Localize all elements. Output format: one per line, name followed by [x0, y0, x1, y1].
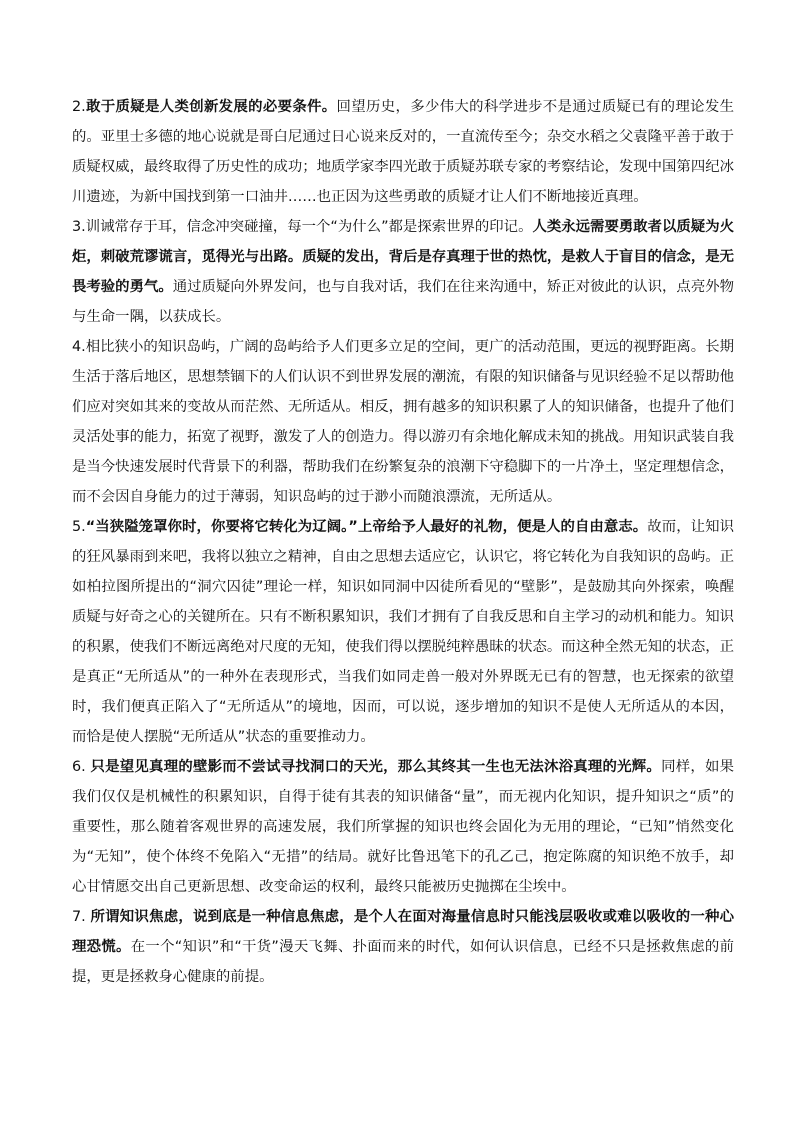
- body-text: 通过质疑向外界发问，也与自我对话，我们在往来沟通中，矫正对彼此的认识，点亮外物与生命一隅，以获成长。: [72, 279, 734, 325]
- document-page: [72, 92, 734, 992]
- body-text: 在一个“知识”和“干货”漫天飞舞、扑面而来的时代，如何认识信息，已经不只是拯救焦虑的前提，更是拯救身心健康的前提。: [72, 939, 734, 985]
- body-text: 回望历史，多少伟大的科学进步不是通过质疑已有的理论发生的。亚里士多德的地心说就是哥白尼通过日心说来反对的，一直流传至今；杂交水稻之父袁隆平善于敢于质疑权威，最终取得了历史性的成功；地质学家李四光敢于质疑苏联专家的考察结论，发现中国第四纪冰川遗迹，为新中国找到第一口油井……也正因为这些勇敢的质疑才让人们不断地接近真理。: [72, 99, 734, 205]
- body-text: 3.训诫常存于耳，信念冲突碰撞，每一个“为什么”都是探索世界的印记。: [72, 219, 533, 235]
- bold-thesis: 人类永远需要勇敢者以质疑为火炬，刺破荒谬谎言，觅得光与出路。质疑的发出，背后是存真理于世的热忱，是救人于盲目的信念，是无畏考验的勇气。: [72, 219, 734, 295]
- bold-thesis: “当狭隘笼罩你时，你要将它转化为辽阔。”上帝给予人最好的礼物，便是人的自由意志。: [85, 519, 648, 535]
- body-text: 4.相比狭小的知识岛屿，广阔的岛屿给予人们更多立足的空间，更广的活动范围，更远的视野距离。长期生活于落后地区，思想禁锢下的人们认识不到世界发展的潮流，有限的知识储备与见识经验不足以帮助他们应对突如其来的变故从而茫然、无所适从。相反，拥有越多的知识积累了人的知识储备，也提升了他们灵活处事的能力，拓宽了视野，激发了人的创造力。得以游刃有余地化解成未知的挑战。用知识武装自我是当今快速发展时代背景下的利器，帮助我们在纷繁复杂的浪潮下守稳脚下的一片净土，坚定理想信念，而不会因自身能力的过于薄弱，知识岛屿的过于渺小而随浪漂流，无所适从。: [72, 339, 734, 505]
- paragraph-6: [72, 752, 734, 902]
- bold-thesis: 只是望见真理的壁影而不尝试寻找洞口的天光，那么其终其一生也无法沐浴真理的光辉。: [90, 759, 662, 775]
- paragraph-3: [72, 212, 734, 332]
- body-text: 故而，让知识的狂风暴雨到来吧，我将以独立之精神，自由之思想去适应它，认识它，将它转化为自我知识的岛屿。正如柏拉图所提出的“洞穴囚徒”理论一样，知识如同洞中囚徒所看见的“壁影”，是鼓励其向外探索，唤醒质疑与好奇之心的关键所在。只有不断积累知识，我们才拥有了自我反思和自主学习的动机和能力。知识的积累，使我们不断远离绝对尺度的无知，使我们得以摆脱纯粹愚昧的状态。而这种全然无知的状态，正是真正“无所适从”的一种外在表现形式，当我们如同走兽一般对外界既无已有的智慧，也无探索的欲望时，我们便真正陷入了“无所适从”的境地，因而，可以说，逐步增加的知识不是使人无所适从的本因，而恰是使人摆脱“无所适从”状态的重要推动力。: [72, 519, 734, 745]
- bold-thesis: 敢于质疑是人类创新发展的必要条件。: [85, 99, 337, 115]
- paragraph-4: [72, 332, 734, 512]
- paragraph-number: 6.: [72, 759, 91, 775]
- body-text: 同样，如果我们仅仅是机械性的积累知识，自得于徒有其表的知识储备“量”，而无视内化知识，提升知识之“质”的重要性，那么随着客观世界的高速发展，我们所掌握的知识也终会固化为无用的理论，“已知”悄然变化为“无知”，使个体终不免陷入“无措”的结局。就好比鲁迅笔下的孔乙己，抱定陈腐的知识绝不放手，却心甘情愿交出自己更新思想、改变命运的权利，最终只能被历史抛掷在尘埃中。: [72, 759, 734, 895]
- paragraph-2: [72, 92, 734, 212]
- paragraph-7: [72, 902, 734, 992]
- bold-thesis: 所谓知识焦虑，说到底是一种信息焦虑，是个人在面对海量信息时只能浅层吸收或难以吸收的一种心理恐慌。: [72, 909, 734, 955]
- paragraph-number: 2.: [72, 99, 86, 115]
- paragraph-number: 7.: [72, 909, 91, 925]
- paragraph-number: 5.: [72, 519, 86, 535]
- paragraph-5: [72, 512, 734, 752]
